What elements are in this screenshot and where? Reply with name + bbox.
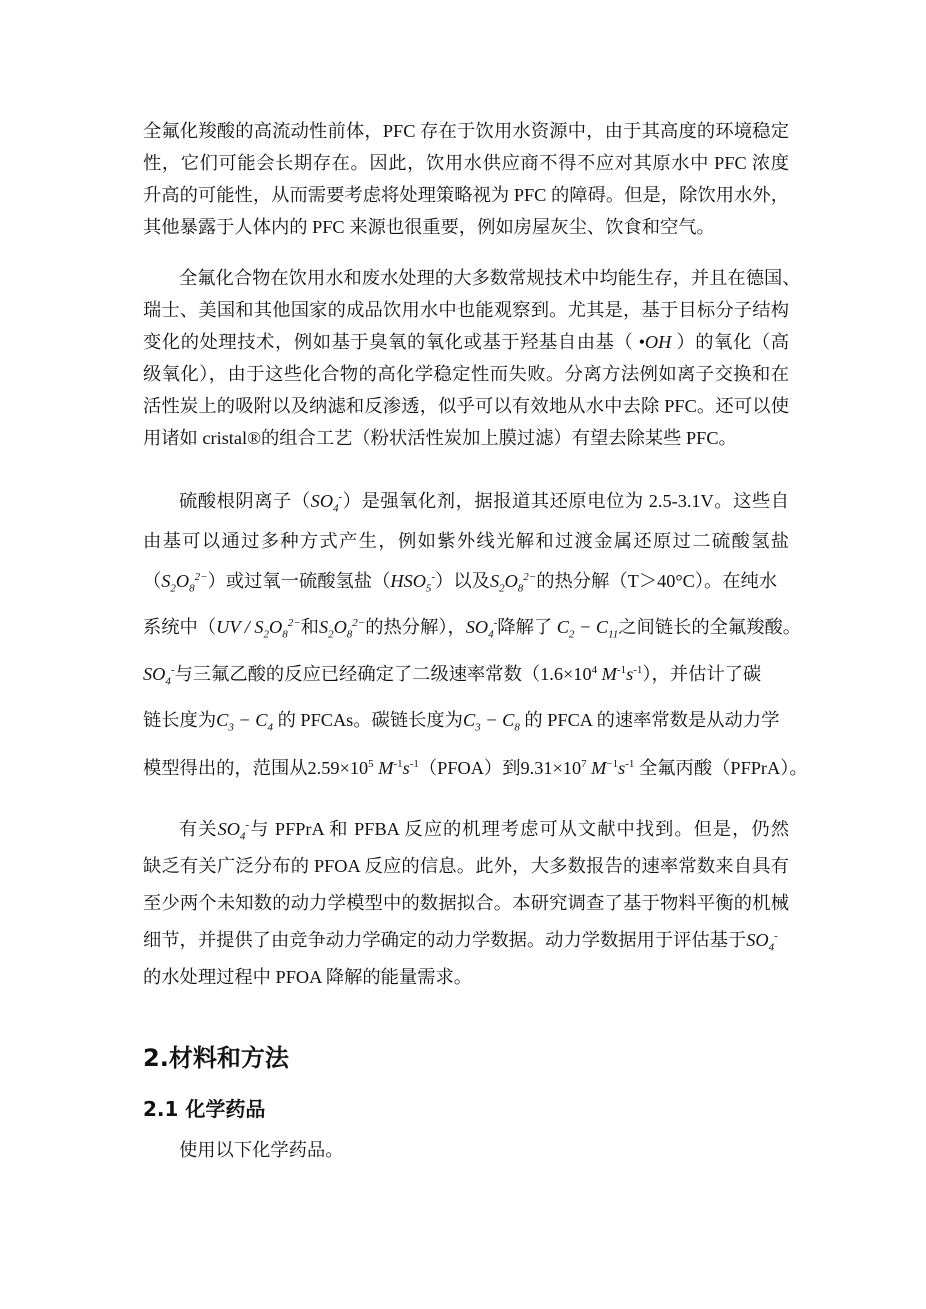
sulfate-radical-formula: $SO_4^-$ <box>746 929 778 954</box>
paragraph-chemicals <box>143 1134 789 1166</box>
paragraph-pfoa-study <box>143 813 789 993</box>
chain-length-formula: $C_2 - C_{11}$ <box>556 617 619 641</box>
text-line <box>143 752 808 784</box>
text-line: 升高的可能性，从而需要考虑将处理策略视为 PFC 的障碍。但是，除饮用水外， <box>143 185 789 205</box>
text-span: （PFOA）到 <box>418 758 521 778</box>
text-span: 全氟丙酸（PFPrA）。 <box>639 758 808 778</box>
text-line <box>143 611 802 643</box>
text-span: 的热分解）， <box>365 617 466 637</box>
rate-constant-value: $9.31\times 10^7$ $M^{-1}s^{-1}$ <box>520 757 635 778</box>
text-span: 模型得出的，范围从 <box>143 758 308 778</box>
text-span: 的 PFCAs。碳链长度为 <box>277 710 463 730</box>
peroxydisulfate-formula: $S_2O_8^{2-}$ <box>161 570 208 595</box>
text-line: 性，它们可能会长期存在。因此，饮用水供应商不得不应对其原水中 PFC 浓度 <box>143 153 789 173</box>
text-line: 使用以下化学药品。 <box>179 1140 344 1160</box>
text-line <box>143 658 789 690</box>
text-span: 降解了 <box>497 617 553 637</box>
chain-length-formula: $C_3 - C_4$ <box>216 710 273 734</box>
text-line <box>143 485 789 517</box>
text-span: 的热分解（T＞40°C）。在纯水 <box>536 571 778 591</box>
text-line: 用诸如 cristal®的组合工艺（粉状活性炭加上膜过滤）有望去除某些 PFC。 <box>143 428 737 448</box>
text-line: 瑞士、美国和其他国家的成品饮用水中也能观察到。尤其是，基于目标分子结构 <box>143 300 789 320</box>
peroxydisulfate-formula: $S_2O_8^{2-}$ <box>489 570 537 595</box>
sulfate-radical-formula: $SO_4^-$ <box>310 490 343 515</box>
hydroxyl-radical-formula: •OH <box>638 332 672 352</box>
subsection-heading: 2.1 化学药品 <box>143 1097 266 1121</box>
sulfate-radical-formula: $SO_4^-$ <box>465 616 498 641</box>
text-span: ）的氧化（高 <box>676 332 790 352</box>
text-span: 硫酸根阴离子（ <box>179 491 311 511</box>
paragraph-pfc-precursors <box>143 115 789 243</box>
text-span: ）是强氧化剂，据报道其还原电位为 2.5-3.1V。这些自 <box>342 491 789 511</box>
text-line <box>143 813 789 845</box>
text-span: 和 <box>300 617 319 637</box>
sulfate-radical-formula: $SO_4^-$ <box>217 818 250 843</box>
text-span: 链长度为 <box>143 710 217 730</box>
text-line <box>143 704 789 736</box>
text-span: 之间链长的全氟羧酸。 <box>618 617 802 637</box>
text-span: 系统中（ <box>143 617 217 637</box>
text-span: 细节，并提供了由竞争动力学确定的动力学数据。动力学数据用于评估基于 <box>143 930 747 950</box>
text-line: 由基可以通过多种方式产生，例如紫外线光解和过渡金属还原过二硫酸氢盐 <box>143 531 789 551</box>
text-span: 变化的处理技术，例如基于臭氧的氧化或基于羟基自由基（ <box>143 332 634 352</box>
rate-constant-value: $2.59\times 10^5$ $M^{-1}s^{-1}$ <box>307 757 419 778</box>
uv-persulfate-formula: UV / $S_2O_8^{2-}$ <box>216 616 301 641</box>
text-span: ）或过氧一硫酸氢盐（ <box>207 571 391 591</box>
text-line <box>143 924 789 956</box>
text-span: 的 PFCA 的速率常数是从动力学 <box>524 710 780 730</box>
text-line: 活性炭上的吸附以及纳滤和反渗透，似乎可以有效地从水中去除 PFC。还可以使 <box>143 396 789 416</box>
rate-constant-value: $1.6\times 10^4$ $M^{-1}s^{-1}$ <box>540 663 643 684</box>
text-line: 至少两个未知数的动力学模型中的数据拟合。本研究调查了基于物料平衡的机械 <box>143 893 789 913</box>
paragraph-treatment-techniques <box>143 262 801 454</box>
text-line: 级氧化），由于这些化合物的高化学稳定性而失败。分离方法例如离子交换和在 <box>143 364 789 384</box>
text-line: 的水处理过程中 PFOA 降解的能量需求。 <box>143 967 473 987</box>
text-line: 其他暴露于人体内的 PFC 来源也很重要，例如房屋灰尘、饮食和空气。 <box>143 217 715 237</box>
text-span: 与 PFPrA 和 PFBA 反应的机理考虑可从文献中找到。但是，仍然 <box>249 819 789 839</box>
text-span: （ <box>143 571 162 591</box>
text-span: 与三氟乙酸的反应已经确定了二级速率常数（ <box>174 664 541 684</box>
text-line: 缺乏有关广泛分布的 PFOA 反应的信息。此外，大多数报告的速率常数来自具有 <box>143 856 789 876</box>
text-line: 全氟化合物在饮用水和废水处理的大多数常规技术中均能生存，并且在德国、 <box>179 268 801 288</box>
paragraph-sulfate-radical <box>143 485 808 784</box>
text-line <box>143 565 789 597</box>
peroxydisulfate-formula: $S_2O_8^{2-}$ <box>318 616 366 641</box>
peroxymonosulfate-formula: $HSO_5^-$ <box>390 570 436 595</box>
text-line: 全氟化羧酸的高流动性前体，PFC 存在于饮用水资源中，由于其高度的环境稳定 <box>143 121 789 141</box>
section-heading: 2.材料和方法 <box>143 1044 289 1072</box>
text-span: ）以及 <box>435 571 490 591</box>
chain-length-formula: $C_3 - C_8$ <box>462 710 520 734</box>
sulfate-radical-formula: $SO_4^-$ <box>143 663 175 688</box>
text-line <box>143 326 789 358</box>
text-span: ），并估计了碳 <box>642 664 762 684</box>
text-span: 有关 <box>179 819 218 839</box>
